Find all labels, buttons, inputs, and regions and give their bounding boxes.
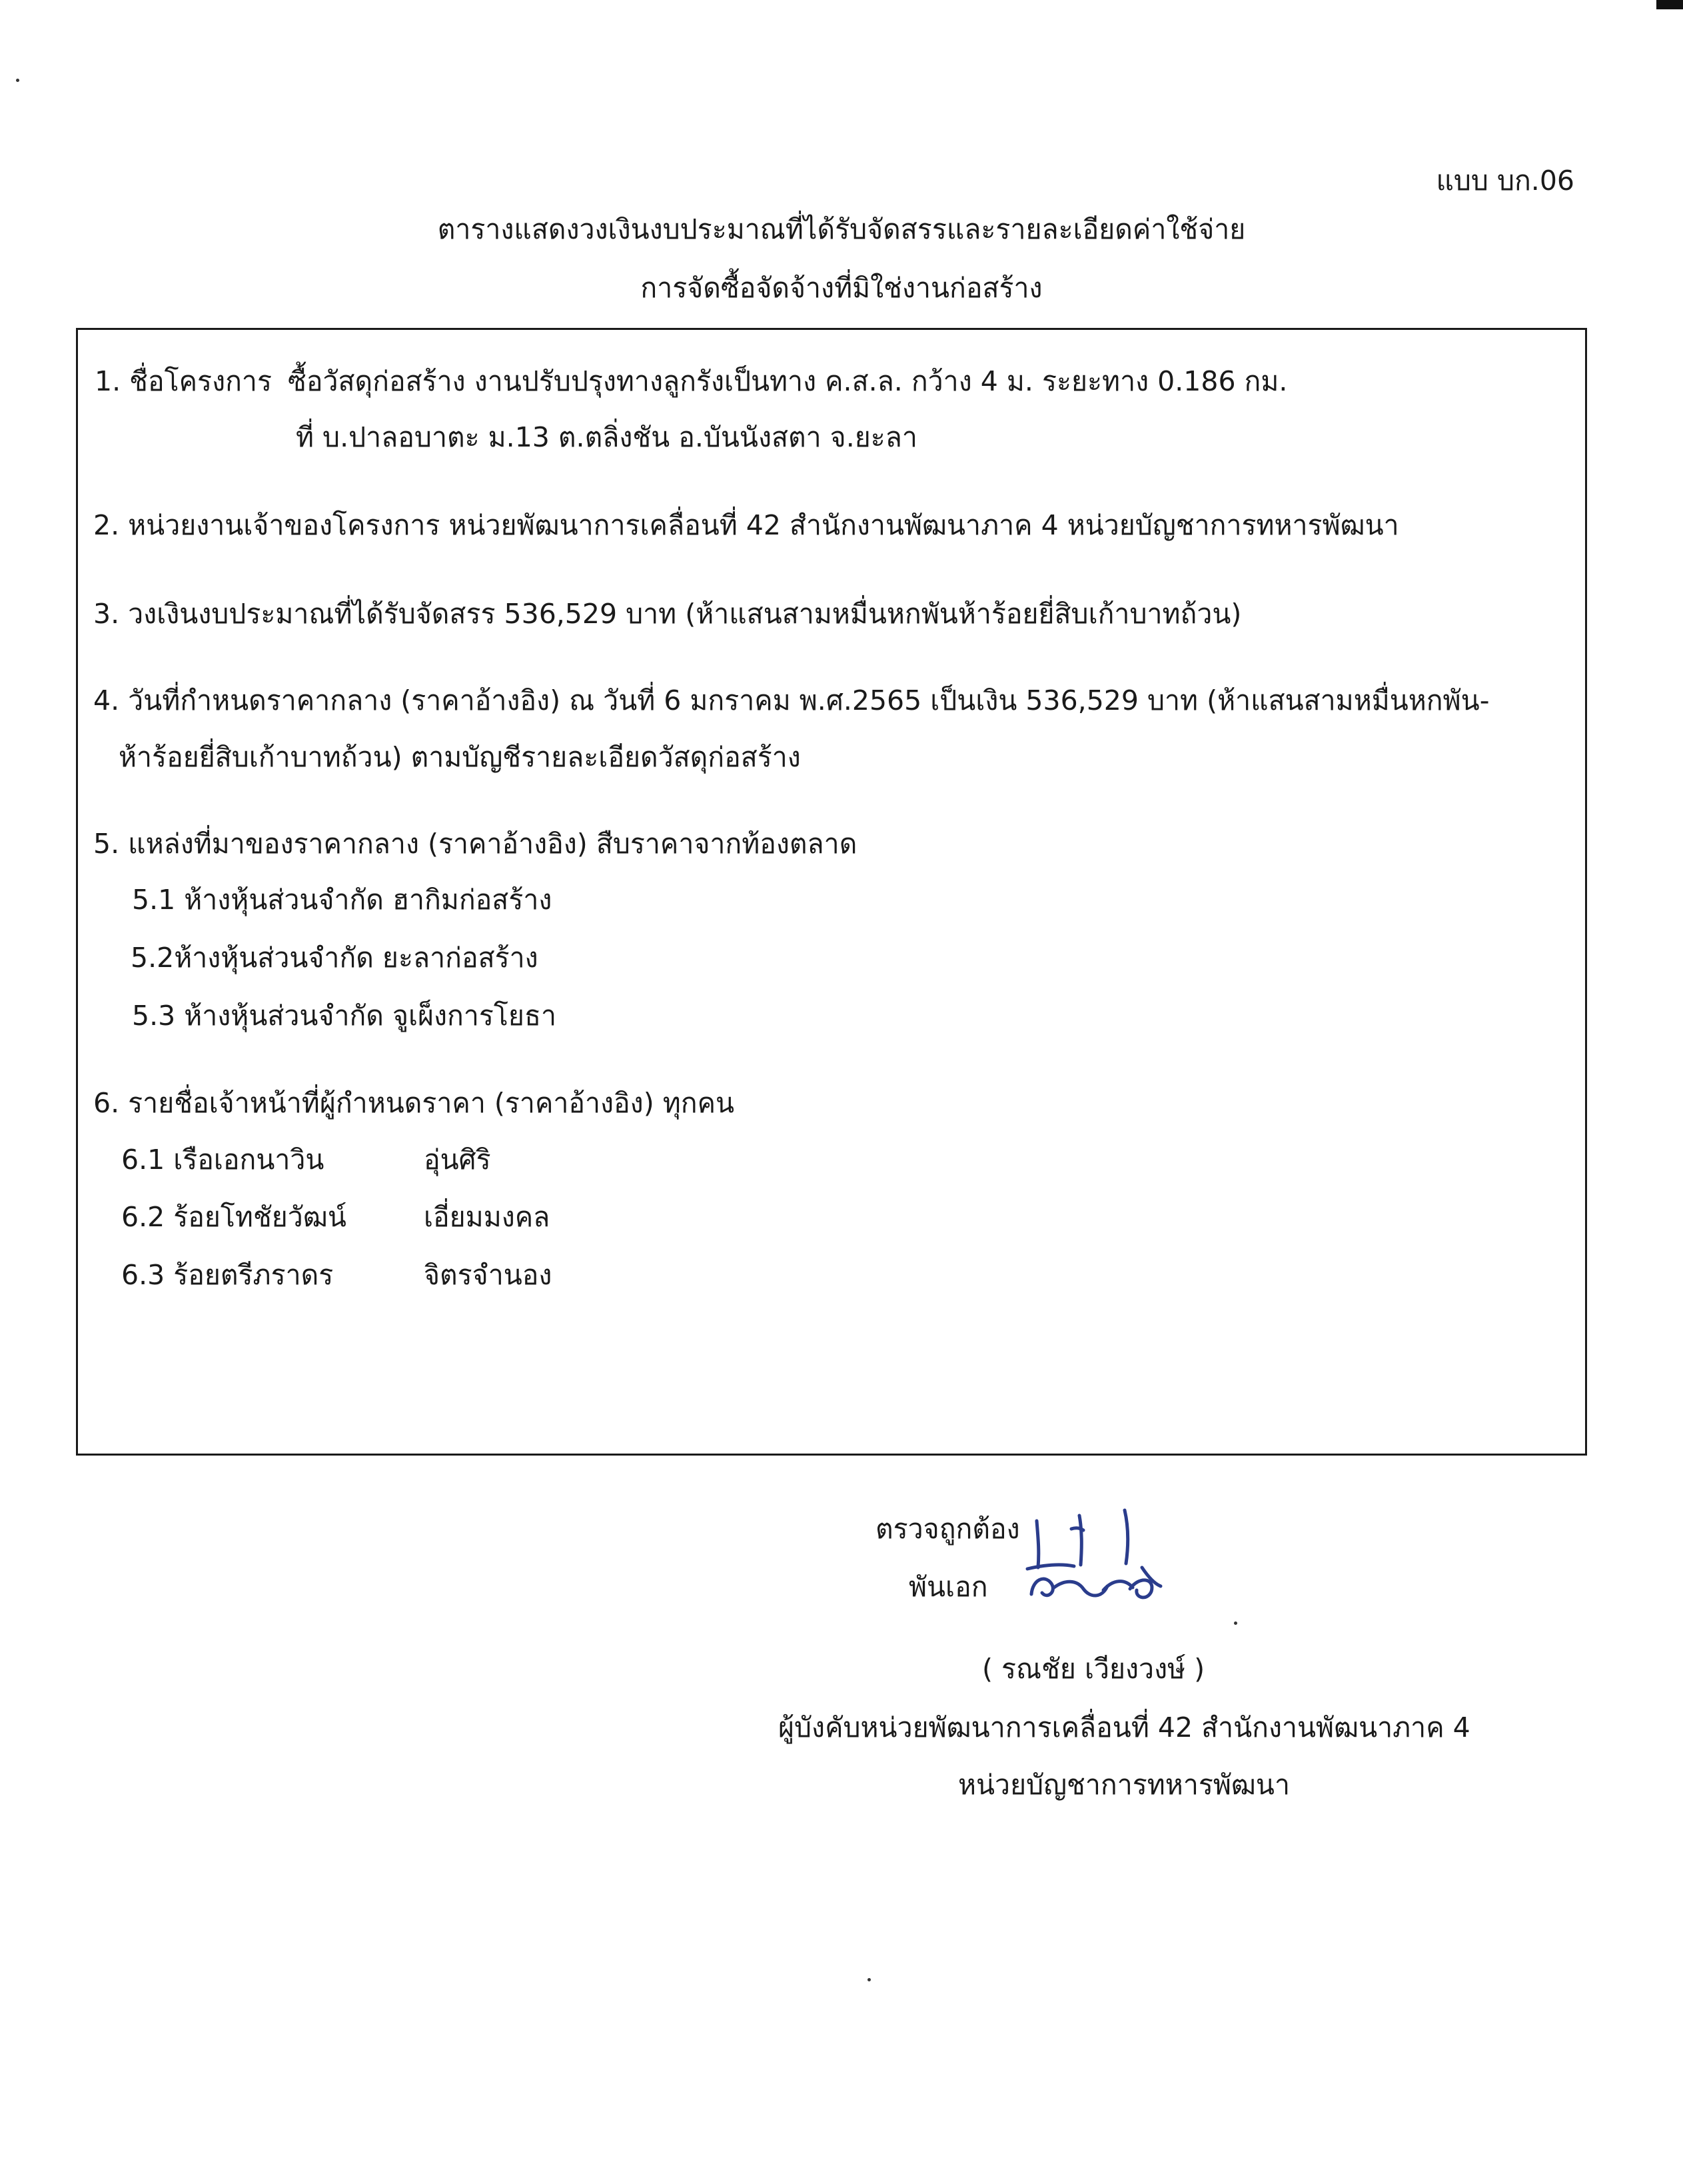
official-surname: อุ่นศิริ <box>424 1144 491 1176</box>
form-code: แบบ บก.06 <box>1436 165 1574 197</box>
scan-edge-mark <box>1656 0 1683 9</box>
scan-speck <box>867 1978 871 1981</box>
signer-rank: พันเอก <box>909 1571 988 1603</box>
official-name: 6.1 เรือเอกนาวิน <box>121 1144 324 1176</box>
document-title-line1: ตารางแสดงวงเงินงบประมาณที่ได้รับจัดสรรและรายละเอียดค่าใช้จ่าย <box>437 213 1246 245</box>
official-surname: จิตรจำนอง <box>424 1259 552 1291</box>
project-owner: 2. หน่วยงานเจ้าของโครงการ หน่วยพัฒนาการเคลื่อนที่ 42 สำนักงานพัฒนาภาค 4 หน่วยบัญชาการทหารพัฒนา <box>93 509 1399 541</box>
project-name-line1: ซื้อวัสดุก่อสร้าง งานปรับปรุงทางลูกรังเป็นทาง ค.ส.ล. กว้าง 4 ม. ระยะทาง 0.186 กม. <box>288 365 1288 397</box>
project-label: 1. ชื่อโครงการ <box>95 365 272 397</box>
official-name: 6.3 ร้อยตรีภราดร <box>121 1259 334 1291</box>
scan-speck <box>1234 1622 1237 1625</box>
document-title-line2: การจัดซื้อจัดจ้างที่มิใช่งานก่อสร้าง <box>640 272 1043 304</box>
scan-speck <box>16 79 19 82</box>
budget-amount: 3. วงเงินงบประมาณที่ได้รับจัดสรร 536,529 บาท (ห้าแสนสามหมื่นหกพันห้าร้อยยี่สิบเก้าบาทถ้วน) <box>93 598 1242 630</box>
signer-name: ( รณชัย เวียงวงษ์ ) <box>982 1653 1205 1685</box>
handwritten-signature <box>1018 1501 1165 1614</box>
reference-date-line1: 4. วันที่กำหนดราคากลาง (ราคาอ้างอิง) ณ วันที่ 6 มกราคม พ.ศ.2565 เป็นเงิน 536,529 บาท (ห้าแสนสามหมื่นหกพัน- <box>93 684 1490 716</box>
official-name: 6.2 ร้อยโทชัยวัฒน์ <box>121 1201 346 1233</box>
price-source-item: 5.3 ห้างหุ้นส่วนจำกัด จูเผ็งการโยธา <box>132 1000 557 1032</box>
signer-position-line2: หน่วยบัญชาการทหารพัฒนา <box>958 1769 1290 1801</box>
officials-heading: 6. รายชื่อเจ้าหน้าที่ผู้กำหนดราคา (ราคาอ้างอิง) ทุกคน <box>93 1087 735 1119</box>
price-sources-heading: 5. แหล่งที่มาของราคากลาง (ราคาอ้างอิง) สืบราคาจากท้องตลาด <box>93 828 857 860</box>
reference-date-line2: ห้าร้อยยี่สิบเก้าบาทถ้วน) ตามบัญชีรายละเอียดวัสดุก่อสร้าง <box>119 741 801 773</box>
project-name-line2: ที่ บ.ปาลอบาตะ ม.13 ต.ตลิ่งชัน อ.บันนังสตา จ.ยะลา <box>296 421 917 453</box>
price-source-item: 5.1 ห้างหุ้นส่วนจำกัด ฮากิมก่อสร้าง <box>132 884 552 916</box>
official-surname: เอี่ยมมงคล <box>424 1201 550 1233</box>
price-source-item: 5.2ห้างหุ้นส่วนจำกัด ยะลาก่อสร้าง <box>131 942 538 974</box>
verified-label: ตรวจถูกต้อง <box>875 1513 1020 1545</box>
signer-position-line1: ผู้บังคับหน่วยพัฒนาการเคลื่อนที่ 42 สำนักงานพัฒนาภาค 4 <box>778 1711 1470 1743</box>
